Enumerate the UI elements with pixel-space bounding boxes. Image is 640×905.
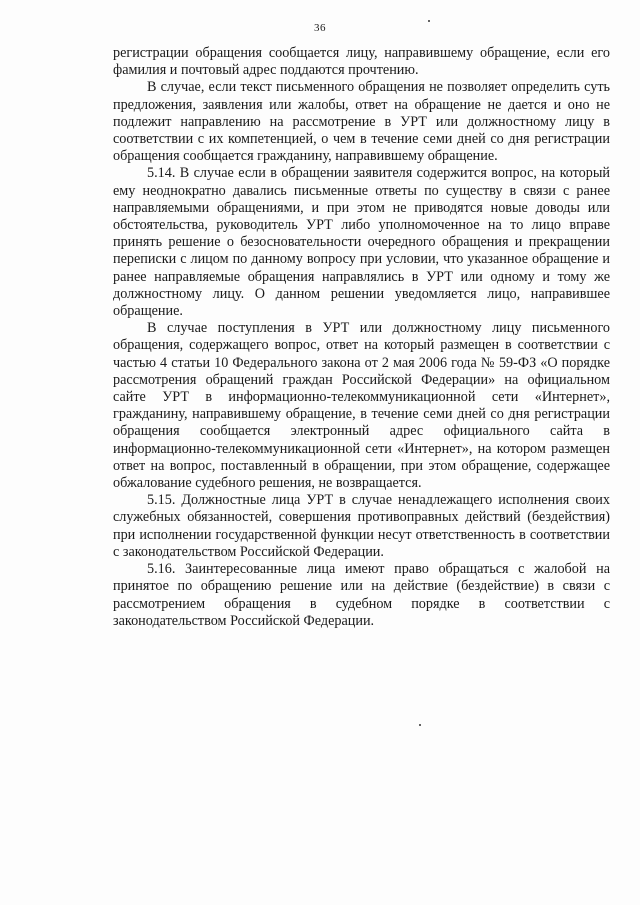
paragraph-5-14: 5.14. В случае если в обращении заявителя содержится вопрос, на который ему неоднократно давались письменные ответы по существу в связи с ранее направляемыми обращениями, и при этом не приводятся новые доводы или обстоятельства, руководитель УРТ либо уполномоченное на то лицо вправе принять решение о безосновательности очередного обращения и прекращении переписки с лицом по данному вопросу при условии, что указанное обращение и ранее направляемые обращения направлялись в УРТ или одному и тому же должностному лицу. О данном решении уведомляется лицо, направившее обращение.: [113, 165, 610, 320]
page-number: 36: [314, 22, 326, 34]
paragraph-5-16: 5.16. Заинтересованные лица имеют право обращаться с жалобой на принятое по обращению решение или на действие (бездействие) в связи с рассмотрением обращения в судебном порядке в соответствии с законодательством Российской Федерации.: [113, 561, 610, 629]
document-body: [113, 45, 610, 630]
paragraph-unreadable-text: В случае, если текст письменного обращения не позволяет определить суть предложения, заявления или жалобы, ответ на обращение не дается и оно не подлежит направлению на рассмотрение в УРТ или должностному лицу в соответствии с их компетенцией, о чем в течение семи дней со дня регистрации обращения сообщается гражданину, направившему обращение.: [113, 79, 610, 165]
paragraph-continuation: регистрации обращения сообщается лицу, направившему обращение, если его фамилия и почтовый адрес поддаются прочтению.: [113, 45, 610, 79]
paragraph-5-15: 5.15. Должностные лица УРТ в случае ненадлежащего исполнения своих служебных обязанностей, совершения противоправных действий (бездействия) при исполнении государственной функции несут ответственность в соответствии с законодательством Российской Федерации.: [113, 492, 610, 560]
scan-speck-bottom: [419, 724, 421, 726]
paragraph-answer-published: В случае поступления в УРТ или должностному лицу письменного обращения, содержащего вопрос, ответ на который размещен в соответствии с частью 4 статьи 10 Федерального закона от 2 мая 2006 года № 59-ФЗ «О порядке рассмотрения обращений граждан Российской Федерации» на официальном сайте УРТ в информационно-телекоммуникационной сети «Интернет», гражданину, направившему обращение, в течение семи дней со дня регистрации обращения сообщается электронный адрес официального сайта в информационно-телекоммуникационной сети «Интернет», на котором размещен ответ на вопрос, поставленный в обращении, при этом обращение, содержащее обжалование судебного решения, не возвращается.: [113, 320, 610, 492]
scan-speck-top: [428, 20, 430, 22]
